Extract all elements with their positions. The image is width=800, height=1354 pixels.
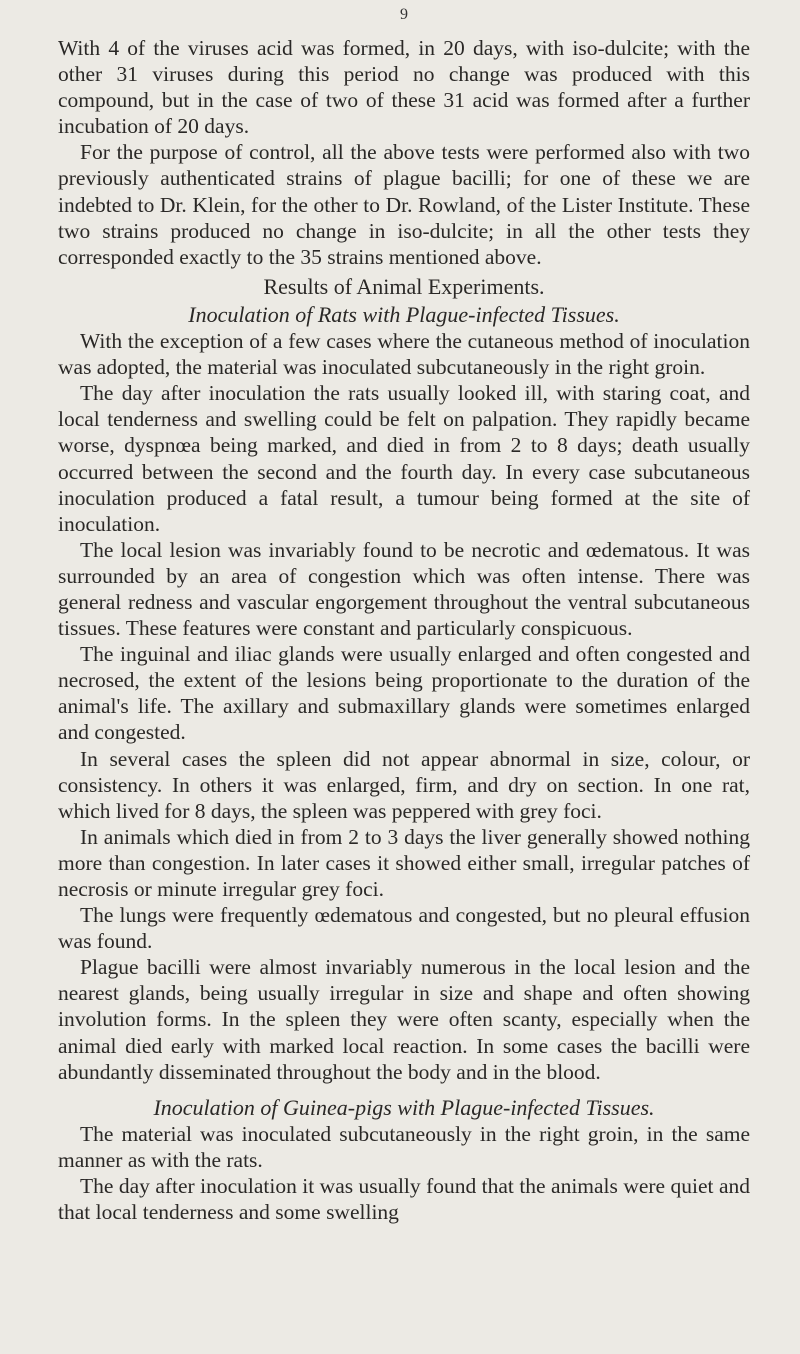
paragraph-rats-lungs: The lungs were frequently œdematous and congested, but no pleural effusion was found. <box>58 903 750 954</box>
paragraph-guinea-pigs-symptoms: The day after inoculation it was usually found that the animals were quiet and that local tenderness and some swelling <box>58 1174 750 1225</box>
paragraph-rats-glands: The inguinal and iliac glands were usually enlarged and often congested and necrosed, the extent of the lesions being proportionate to the duration of the animal's life. The axillary and submaxillary glands were sometimes enlarged and congested. <box>58 642 750 745</box>
paragraph-rats-liver: In animals which died in from 2 to 3 days the liver generally showed nothing more than congestion. In later cases it showed either small, irregular patches of necrosis or minute irregular grey foci. <box>58 824 750 901</box>
paragraph-rats-symptoms: The day after inoculation the rats usually looked ill, with staring coat, and local tenderness and swelling could be felt on palpation. They rapidly became worse, dyspnœa being marked, and died in from 2 to 8 days; death usually occurred between the second and the fourth day. In every case subcutaneous inoculation produced a fatal result, a tumour being formed at the site of inoculation. <box>58 381 750 536</box>
paragraph-guinea-pigs-method: The material was inoculated subcutaneously in the right groin, in the same manner as with the rats. <box>58 1121 750 1172</box>
paragraph-rats-bacilli: Plague bacilli were almost invariably numerous in the local lesion and the nearest glands, being usually irregular in size and shape and often showing involution forms. In the spleen they were often scanty, especially when the animal died early with marked local reaction. In some cases the bacilli were abundantly disseminated throughout the body and in the blood. <box>58 955 750 1084</box>
paragraph-rats-spleen: In several cases the spleen did not appear abnormal in size, colour, or consistency. In others it was enlarged, firm, and dry on section. In one rat, which lived for 8 days, the spleen was peppered with grey foci. <box>58 746 750 823</box>
paragraph-rats-local-lesion: The local lesion was invariably found to be necrotic and œdematous. It was surrounded by an area of congestion which was often intense. There was general redness and vascular engorgement throughout the ventral subcutaneous tissues. These features were constant and particularly conspicuous. <box>58 537 750 641</box>
subheading-guinea-pigs: Inoculation of Guinea-pigs with Plague-infected Tissues. <box>153 1094 655 1120</box>
paragraph-isodulcite: With 4 of the viruses acid was formed, in 20 days, with iso-dulcite; with the other 31 viruses during this period no change was produced with this compound, but in the case of two of these 31 acid was formed after a further incubation of 20 days. <box>58 36 750 139</box>
subheading-rats: Inoculation of Rats with Plague-infected Tissues. <box>188 301 620 327</box>
paragraph-rats-method: With the exception of a few cases where the cutaneous method of inoculation was adopted, the material was inoculated subcutaneously in the right groin. <box>58 329 750 380</box>
section-heading-animal-experiments: Results of Animal Experiments. <box>263 273 545 299</box>
page-number: 9 <box>400 6 408 23</box>
paragraph-control-strains: For the purpose of control, all the above tests were performed also with two previously authenticated strains of plague bacilli; for one of these we are indebted to Dr. Klein, for the other to Dr. Rowland, of the Lister Institute. These two strains produced no change in iso-dulcite; in all the other tests they corresponded exactly to the 35 strains mentioned above. <box>58 140 750 269</box>
